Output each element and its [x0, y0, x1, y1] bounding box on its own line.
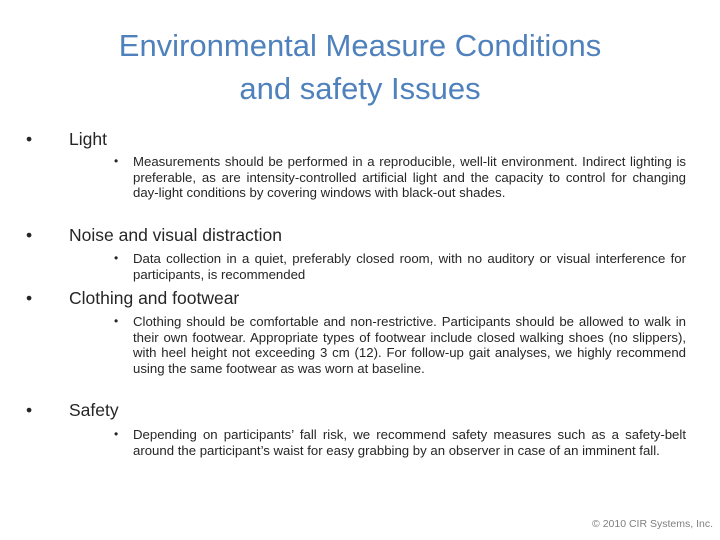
- bullet-icon: •: [26, 225, 33, 245]
- section-detail-text: Depending on participants’ fall risk, we recommend safety measures such as a safety-belt around the participant’s waist for easy grabbing by an observer in case of an imminent fall.: [133, 427, 686, 458]
- slide-title-line-1: Environmental Measure Conditions: [118, 28, 602, 63]
- section-detail-text: Measurements should be performed in a reproducible, well-lit environment. Indirect lighting is preferable, as are intensity-controlled artificial light and the capacity to control for changing day-light conditions by covering windows with black-out shades.: [133, 154, 686, 201]
- section-detail-text: Clothing should be comfortable and non-restrictive. Participants should be allowed to walk in their own footwear. Appropriate types of footwear include closed walking shoes (no slippers), with heel height not exceeding 3 cm (12). For follow-up gait analyses, we highly recommend using the same footwear as was worn at baseline.: [133, 314, 686, 376]
- section-heading-noise: [26, 224, 282, 246]
- section-heading-text: Light: [69, 129, 107, 149]
- bullet-icon: •: [114, 154, 119, 168]
- section-detail-noise: [114, 251, 686, 282]
- section-heading-text: Clothing and footwear: [69, 288, 240, 308]
- section-detail-safety: [114, 427, 686, 458]
- bullet-icon: •: [26, 129, 33, 149]
- section-heading-safety: [26, 399, 119, 421]
- section-heading-clothing: [26, 287, 239, 309]
- bullet-icon: •: [26, 400, 33, 420]
- section-detail-clothing: [114, 314, 686, 376]
- bullet-icon: •: [114, 427, 119, 441]
- copyright-footer: © 2010 CIR Systems, Inc.: [592, 518, 713, 530]
- section-detail-light: [114, 154, 686, 201]
- section-heading-text: Noise and visual distraction: [69, 225, 283, 245]
- section-heading-light: [26, 128, 107, 150]
- section-heading-text: Safety: [69, 400, 119, 420]
- section-detail-text: Data collection in a quiet, preferably closed room, with no auditory or visual interference for participants, is recommended: [133, 251, 686, 282]
- bullet-icon: •: [114, 251, 119, 265]
- slide-title-line-2: and safety Issues: [239, 71, 481, 106]
- bullet-icon: •: [114, 314, 119, 328]
- bullet-icon: •: [26, 288, 33, 308]
- slide-title: [40, 24, 680, 110]
